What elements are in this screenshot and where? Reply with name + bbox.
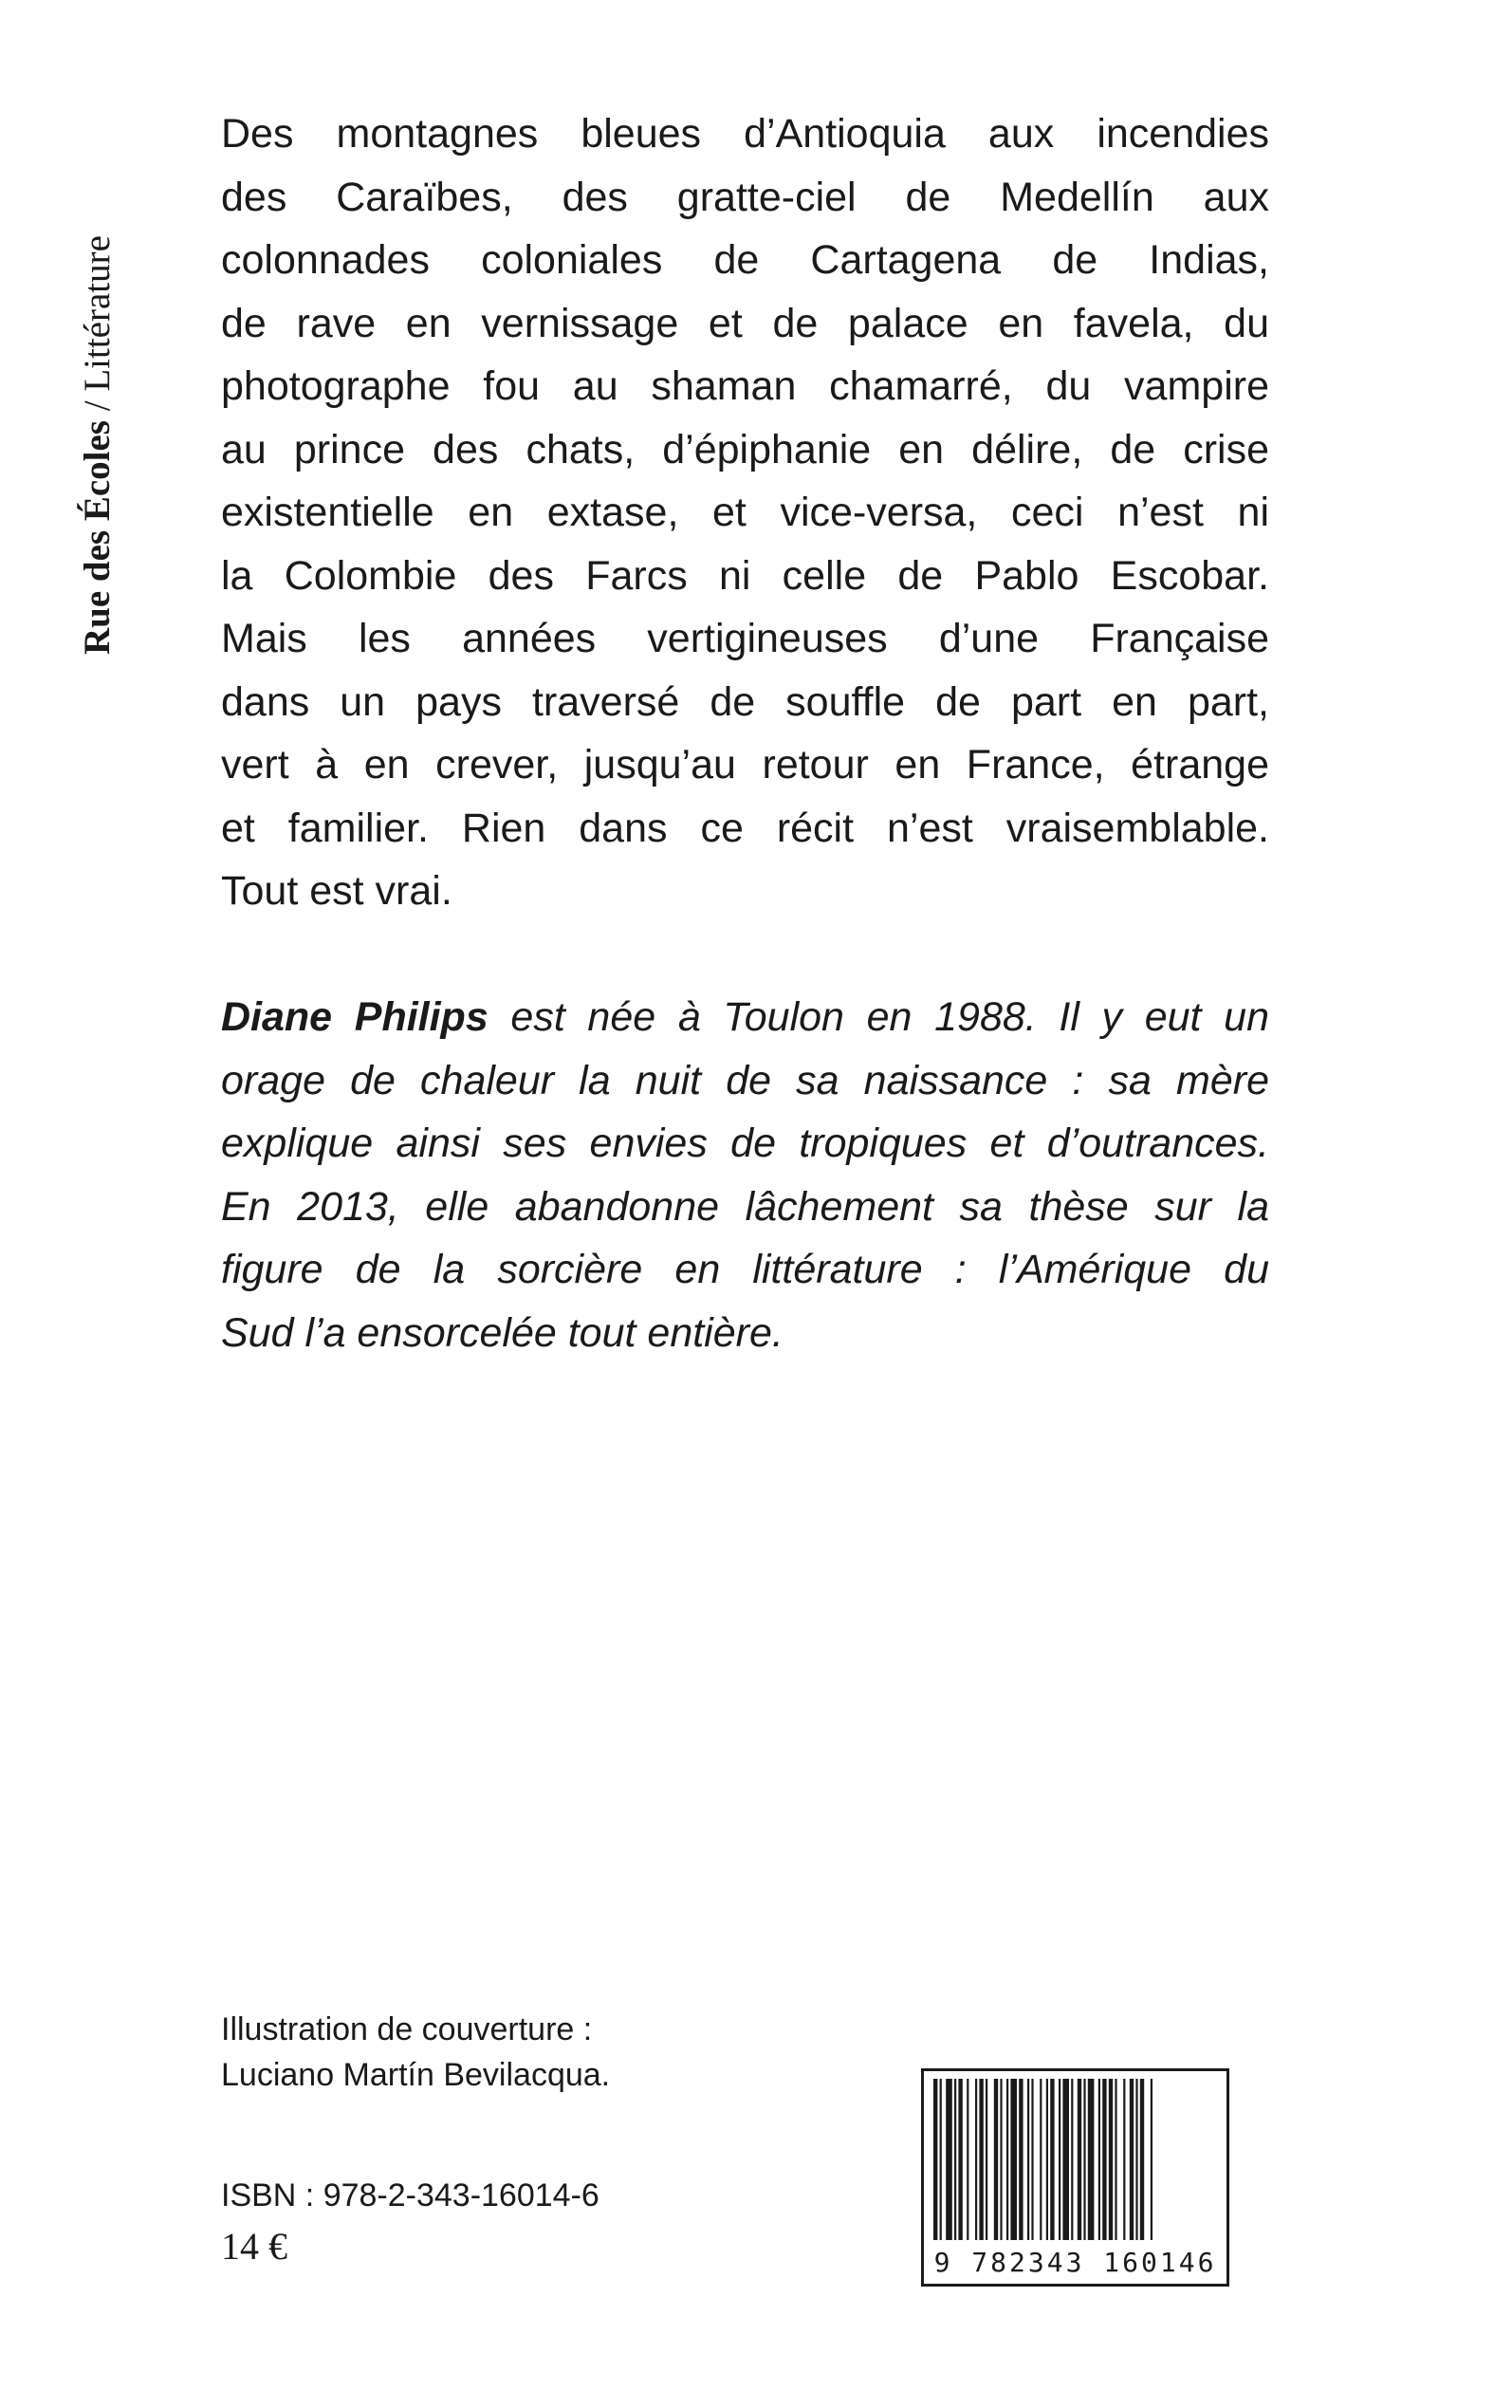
blurb-line: colonnades coloniales de Cartagena de Indias,	[221, 237, 1269, 283]
barcode-bar	[940, 2079, 942, 2240]
barcode-bar	[1006, 2079, 1008, 2240]
barcode-bar	[1109, 2079, 1113, 2240]
blurb-line: vert à en crever, jusqu’au retour en France, étrange	[221, 742, 1269, 787]
blurb-line: Mais les années vertigineuses d’une Française	[221, 616, 1269, 661]
barcode-bar	[1088, 2079, 1095, 2240]
blurb-paragraph	[221, 102, 1269, 923]
blurb-line: de rave en vernissage et de palace en favela, du	[221, 300, 1269, 346]
blurb-line: et familier. Rien dans ce récit n’est vraisemblable.	[221, 805, 1269, 851]
isbn: ISBN : 978-2-343-16014-6	[221, 2177, 599, 2214]
blurb-line: des Caraïbes, des gratte-ciel de Medellín aux	[221, 174, 1269, 220]
main-text	[221, 102, 1269, 1364]
bio-line	[221, 986, 1269, 1049]
barcode-bar	[1019, 2079, 1023, 2240]
barcode-bar	[979, 2079, 983, 2240]
barcode-bar	[1059, 2079, 1060, 2240]
barcode-bar	[1010, 2079, 1017, 2240]
barcode	[921, 2068, 1229, 2287]
bio-line: Sud l’a ensorcelée tout entière.	[221, 1309, 784, 1356]
barcode-bar	[954, 2079, 956, 2240]
author-bio	[221, 986, 1269, 1364]
barcode-bar	[986, 2079, 987, 2240]
barcode-bar	[1046, 2079, 1048, 2240]
blurb-line: Tout est vrai.	[221, 868, 452, 914]
blurb-line: Des montagnes bleues d’Antioquia aux incendies	[221, 111, 1269, 157]
barcode-bar	[1000, 2079, 1002, 2240]
barcode-bar	[967, 2079, 968, 2240]
barcode-bar	[1123, 2079, 1125, 2240]
barcode-bar	[994, 2079, 998, 2240]
bio-line: En 2013, elle abandonne lâchement sa thèse sur la	[221, 1183, 1269, 1230]
barcode-bar	[946, 2079, 952, 2240]
barcode-digits: 9 782343 160146	[933, 2247, 1217, 2278]
blurb-line: au prince des chats, d’épiphanie en délire, de crise	[221, 426, 1269, 472]
genre-name: Littérature	[77, 235, 118, 392]
barcode-bar	[1115, 2079, 1116, 2240]
barcode-bar	[933, 2079, 937, 2240]
blurb-line: photographe fou au shaman chamarré, du vampire	[221, 363, 1269, 409]
bio-line: explique ainsi ses envies de tropiques et d’outrances.	[221, 1121, 1269, 1166]
cover-credits	[221, 2007, 610, 2098]
blurb-line: dans un pays traversé de souffle de part en part,	[221, 678, 1269, 725]
barcode-bar	[1135, 2079, 1137, 2240]
barcode-bar	[975, 2079, 977, 2240]
barcode-bar	[1102, 2079, 1106, 2240]
credits-label: Illustration de couverture :	[221, 2011, 593, 2047]
barcode-bar	[1098, 2079, 1100, 2240]
barcode-bar	[1031, 2079, 1033, 2240]
barcode-bars-icon	[933, 2079, 1217, 2240]
bio-line: orage de chaleur la nuit de sa naissance : sa mère	[221, 1057, 1269, 1103]
barcode-bar	[1062, 2079, 1069, 2240]
barcode-bar	[1071, 2079, 1073, 2240]
bio-line: figure de la sorcière en littérature : l’Amérique du	[221, 1247, 1269, 1292]
blurb-line: la Colombie des Farcs ni celle de Pablo Escobar.	[221, 552, 1269, 599]
spine-label	[69, 85, 126, 655]
price: 14 €	[221, 2225, 287, 2268]
credits-artist: Luciano Martín Bevilacqua.	[221, 2057, 611, 2093]
barcode-bar	[1027, 2079, 1029, 2240]
barcode-bar	[1130, 2079, 1134, 2240]
barcode-bar	[1151, 2079, 1152, 2240]
series-name: Rue des Écoles	[77, 420, 118, 655]
barcode-bar	[1140, 2079, 1144, 2240]
barcode-bar	[958, 2079, 962, 2240]
bio-first-line-text: est née à Toulon en 1988. Il y eut un	[488, 994, 1269, 1040]
author-name: Diane Philips	[221, 994, 489, 1040]
spine-separator: /	[77, 391, 118, 420]
barcode-bar	[1083, 2079, 1085, 2240]
barcode-bar	[1078, 2079, 1081, 2240]
barcode-bar	[1040, 2079, 1042, 2240]
blurb-line: existentielle en extase, et vice-versa, ceci n’est ni	[221, 490, 1269, 535]
barcode-bar	[1050, 2079, 1054, 2240]
